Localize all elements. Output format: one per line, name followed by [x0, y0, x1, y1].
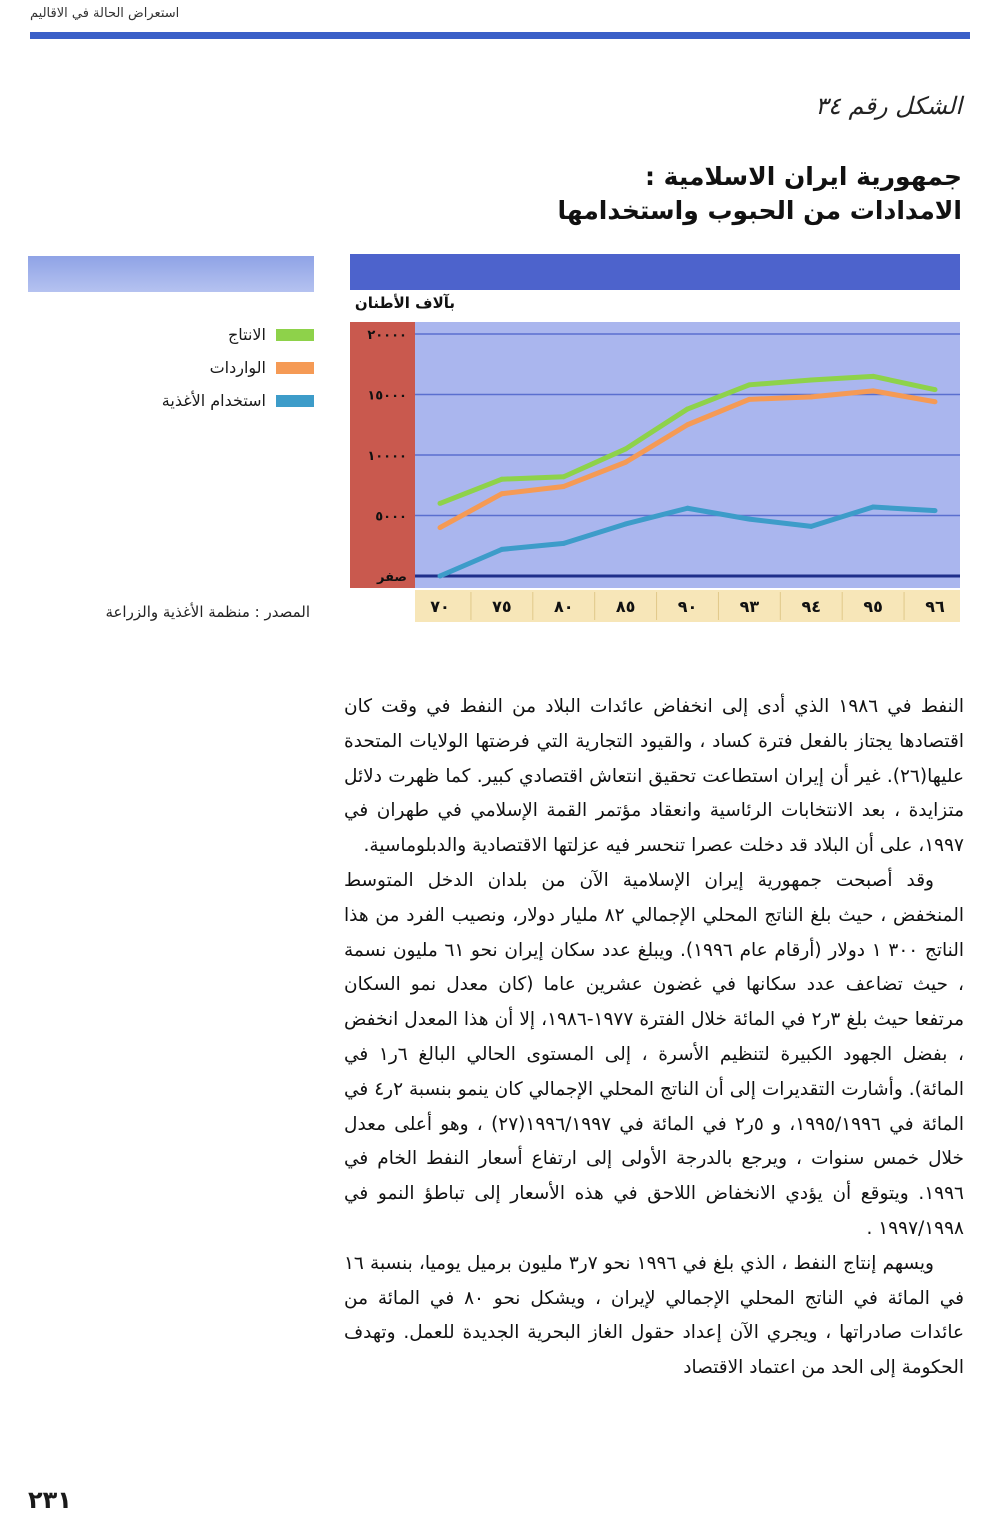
x-tick-label: ٩٦: [925, 597, 945, 616]
chart-legend: [54, 318, 314, 417]
x-tick-label: ٩٣: [739, 597, 760, 616]
legend-swatch-imports: [276, 362, 314, 374]
chart-header-band: [350, 254, 960, 290]
legend-swatch-production: [276, 329, 314, 341]
legend-swatch-food-use: [276, 395, 314, 407]
series-2-point: [871, 505, 876, 510]
series-0-point: [499, 477, 504, 482]
running-header: استعراض الحالة في الاقاليم: [30, 6, 180, 21]
legend-label-imports: الواردات: [209, 358, 266, 377]
series-2-point: [809, 524, 814, 529]
x-tick-label: ٩٠: [677, 597, 698, 616]
figure-source: المصدر : منظمة الأغذية والزراعة: [105, 603, 310, 621]
series-0-point: [747, 382, 752, 387]
series-0-point: [438, 501, 443, 506]
x-tick-labels: [430, 592, 945, 620]
series-1-point: [561, 484, 566, 489]
series-0-point: [933, 387, 938, 392]
body-paragraph-1: النفط في ١٩٨٦ الذي أدى إلى انخفاض عائدات البلاد من النفط في وقت كان اقتصادها يجتاز بالفعل فترة كساد ، والقيود التجارية التي فرضتها الولايات المتحدة عليها(٢٦). غير أن إيران استطاعت تحقيق انتعاش اقتصادي كبير. كما ظهرت دلائل متزايدة ، بعد الانتخابات الرئاسية وانعقاد مؤتمر القمة الإسلامي في طهران في ١٩٩٧، على أن البلاد قد دخلت عصرا تنحسر فيه عزلتها الاقتصادية والدبلوماسية.: [344, 696, 964, 857]
series-2-point: [685, 506, 690, 511]
series-0-point: [809, 377, 814, 382]
legend-item-production: [54, 318, 314, 351]
figure-title: [557, 160, 962, 228]
x-tick-label: ٧٠: [430, 597, 450, 616]
grain-supply-chart: [345, 290, 965, 630]
y-tick-label: صفر: [376, 570, 407, 585]
figure-title-line-1: جمهورية ايران الاسلامية :: [644, 162, 962, 191]
series-2-point: [747, 517, 752, 522]
series-1-point: [809, 394, 814, 399]
y-axis-label: بآلاف الأطنان: [354, 294, 455, 312]
y-tick-label: ٥٠٠٠: [375, 509, 407, 525]
series-0-point: [561, 474, 566, 479]
legend-item-food-use: [54, 384, 314, 417]
series-2-point: [933, 508, 938, 513]
series-1-point: [871, 388, 876, 393]
y-tick-label: ١٥٠٠٠: [367, 388, 407, 404]
x-tick-label: ٨٠: [553, 597, 574, 616]
series-2-point: [438, 574, 443, 579]
series-2-point: [499, 547, 504, 552]
legend-item-imports: [54, 351, 314, 384]
series-0-point: [623, 446, 628, 451]
y-tick-label: ٢٠٠٠٠: [367, 328, 407, 343]
series-1-point: [623, 460, 628, 465]
legend-label-food-use: استخدام الأغذية: [161, 391, 266, 410]
x-tick-label: ٧٥: [492, 597, 512, 616]
body-paragraph-2: وقد أصبحت جمهورية إيران الإسلامية الآن من بلدان الدخل المتوسط المنخفض ، حيث بلغ الناتج المحلي الإجمالي ٨٢ مليار دولار، ونصيب الفرد من هذا الناتج ٣٠٠ ١ دولار (أرقام عام ١٩٩٦). ويبلغ عدد سكان إيران نحو ٦١ مليون نسمة ، حيث تضاعف عدد سكانها في غضون عشرين عاما (كان معدل نمو السكان مرتفعا حيث بلغ ٣ر٢ في المائة خلال الفترة ١٩٧٧-١٩٨٦، إلا أن هذا المعدل انخفض ، بفضل الجهود الكبيرة لتنظيم الأسرة ، إلى المستوى الحالي البالغ ٦ر١ في المائة). وأشارت التقديرات إلى أن الناتج المحلي الإجمالي كان ينمو بنسبة ٢ر٤ في المائة في ١٩٩٥/١٩٩٦، و ٥ر٢ في المائة في ١٩٩٦/١٩٩٧(٢٧) ، وهو أعلى معدل خلال خمس سنوات ، ويرجع بالدرجة الأولى إلى ارتفاع أسعار النفط الخام في ١٩٩٦. ويتوقع أن يؤدي الانخفاض اللاحق في هذه الأسعار إلى تباطؤ النمو في ١٩٩٧/١٩٩٨ .: [344, 869, 965, 1239]
series-1-point: [685, 422, 690, 427]
x-tick-label: ٨٥: [615, 597, 636, 616]
series-1-point: [933, 399, 938, 404]
figure-label: الشكل رقم ٣٤: [815, 92, 962, 120]
legend-header-band: [28, 256, 314, 292]
series-1-point: [499, 491, 504, 496]
figure-title-line-2: الامدادات من الحبوب واستخدامها: [557, 196, 962, 225]
header-rule: [30, 32, 970, 39]
series-0-point: [871, 374, 876, 379]
series-1-point: [747, 397, 752, 402]
x-tick-label: ٩٥: [863, 597, 883, 616]
series-2-point: [623, 521, 628, 526]
x-tick-label: ٩٤: [801, 597, 822, 616]
legend-label-production: الانتاج: [227, 325, 266, 344]
page-number: ٢٣١: [28, 1486, 72, 1514]
series-0-point: [685, 407, 690, 412]
series-2-point: [561, 541, 566, 546]
body-paragraph-3: ويسهم إنتاج النفط ، الذي بلغ في ١٩٩٦ نحو ٧ر٣ مليون برميل يوميا، بنسبة ١٦ في المائة في الناتج المحلي الإجمالي لإيران ، ويشكل نحو ٨٠ في المائة من عائدات صادراتها ، ويجري الآن إعداد حقول الغاز البحرية الجديدة للعمل. وتهدف الحكومة إلى الحد من اعتماد الاقتصاد: [344, 1252, 964, 1379]
body-text: [344, 690, 964, 1386]
series-1-point: [438, 525, 443, 530]
y-tick-label: ١٠٠٠٠: [367, 449, 407, 464]
